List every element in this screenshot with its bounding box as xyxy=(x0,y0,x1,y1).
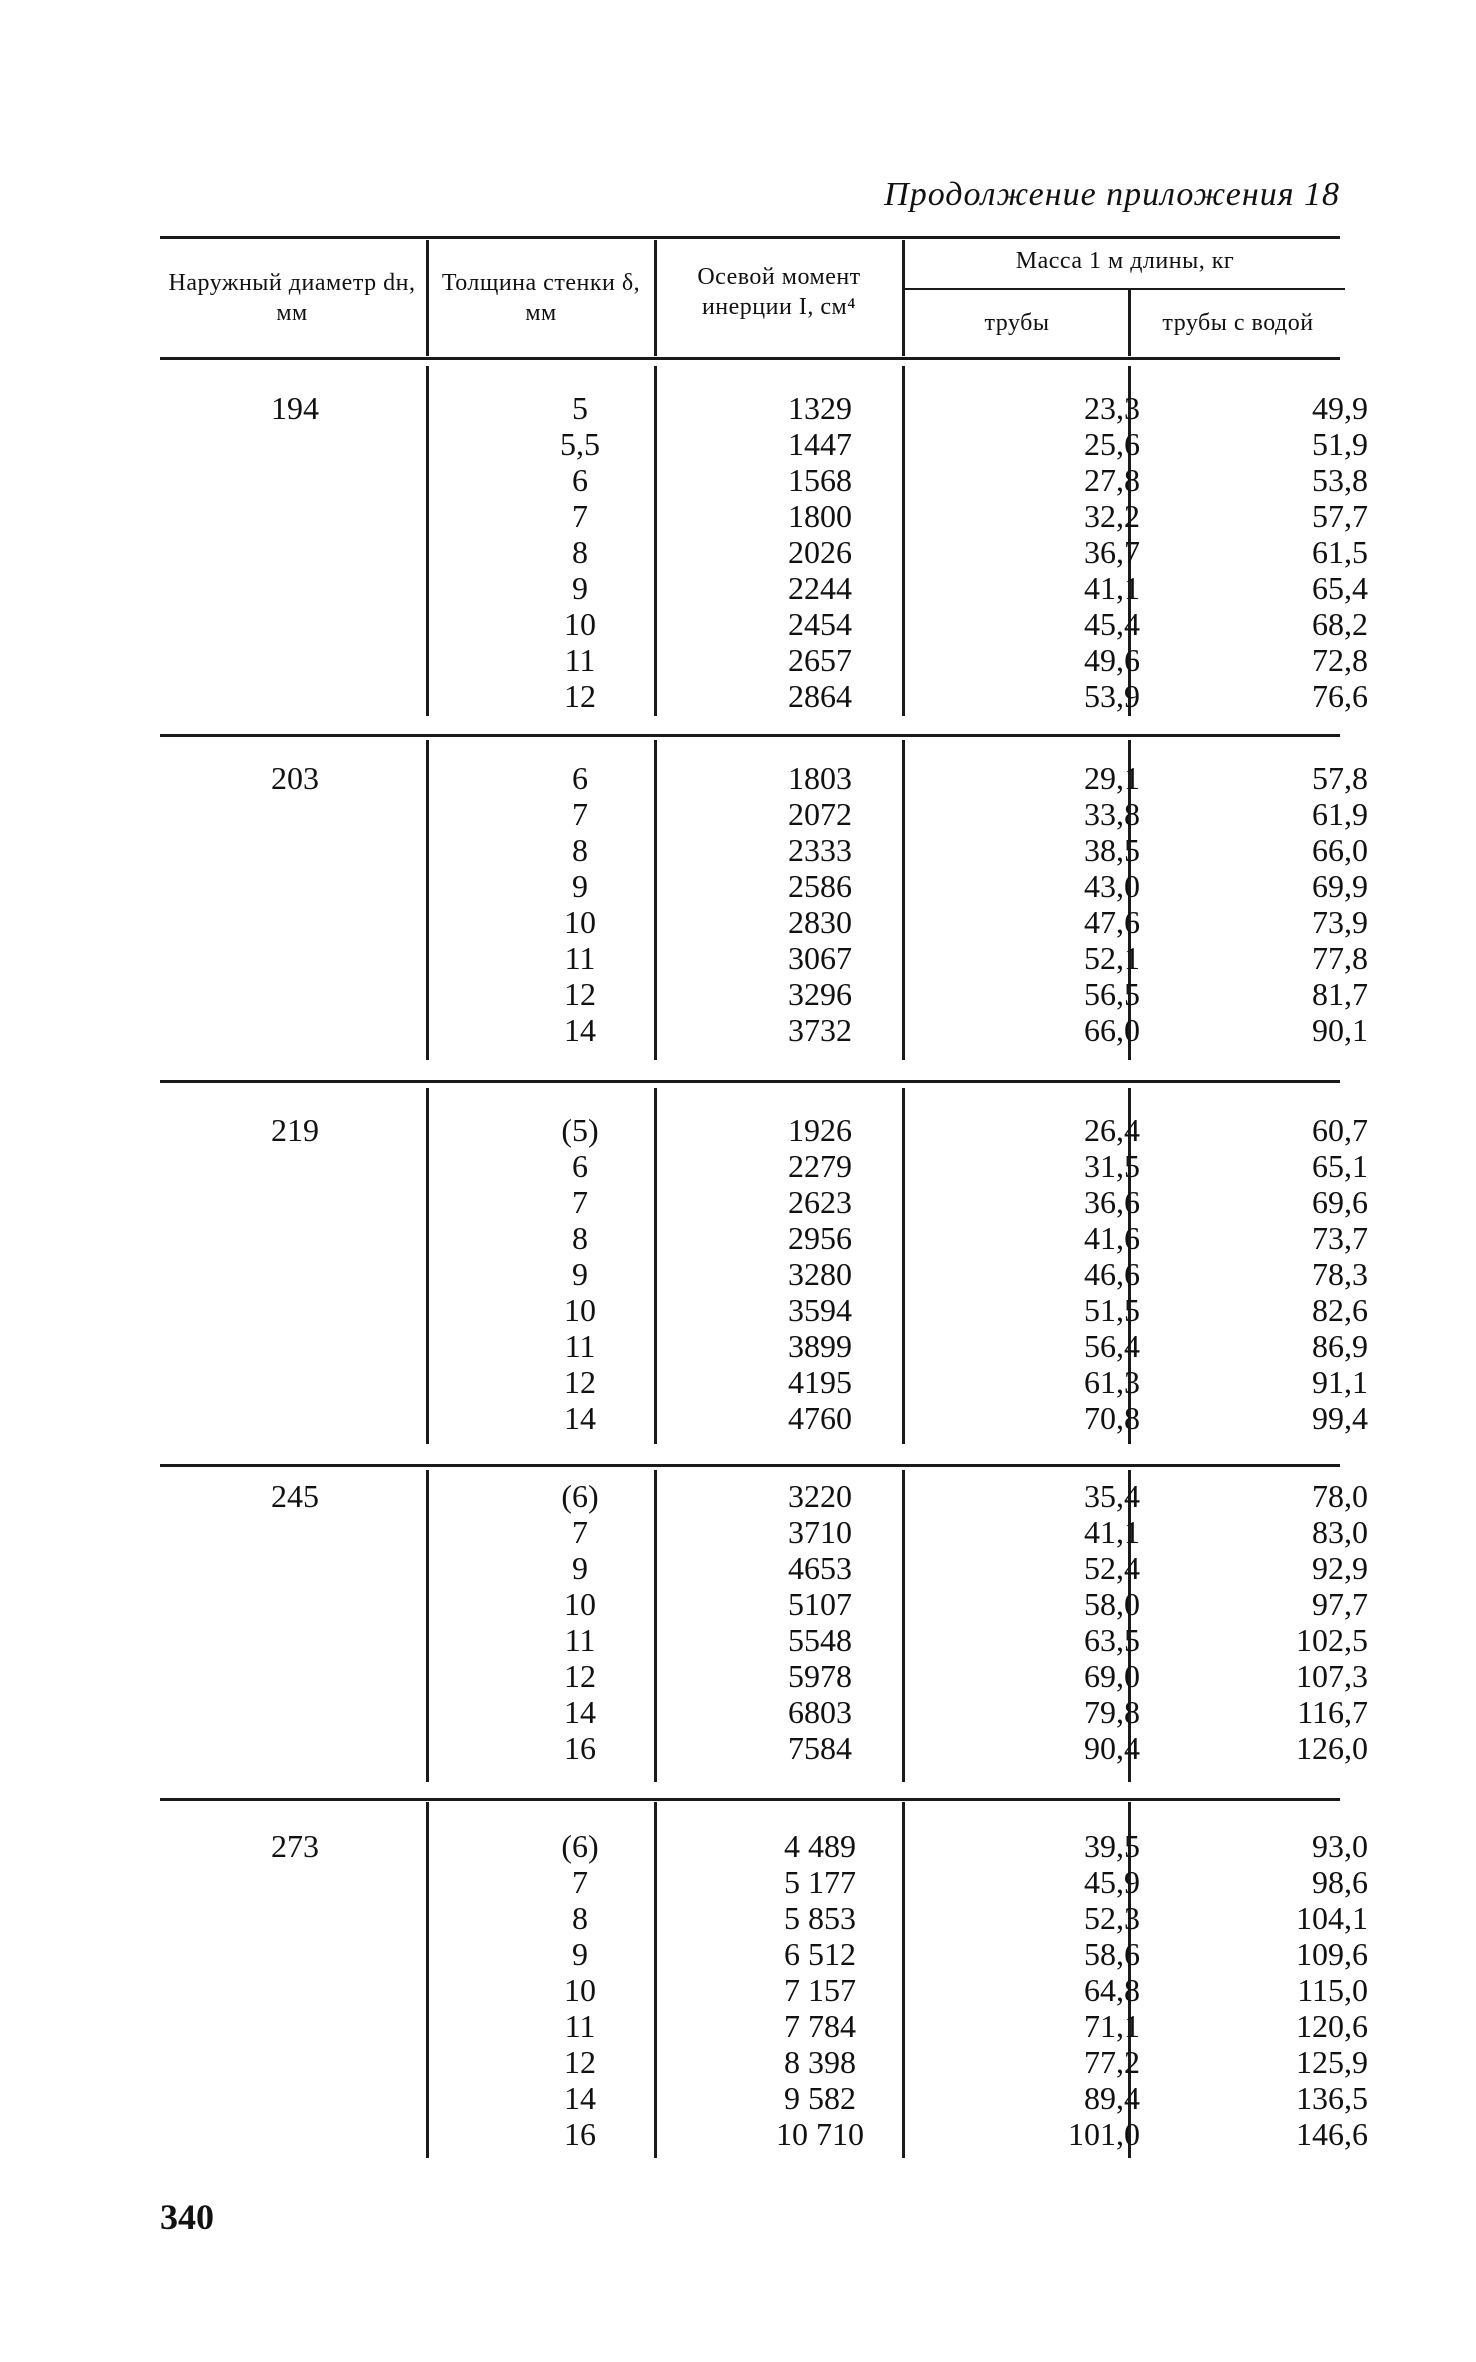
table-cell: 2586 xyxy=(788,868,852,904)
table-cell: 8 xyxy=(572,1900,588,1936)
table-cell: 11 xyxy=(564,940,596,976)
table-cell: 2623 xyxy=(788,1184,852,1220)
table-cell: 57,7 xyxy=(1312,498,1368,534)
table-cell: 11 xyxy=(564,642,596,678)
table-cell: 2830 xyxy=(788,904,852,940)
thickness-column xyxy=(460,1828,700,2152)
table-cell: 8 xyxy=(572,832,588,868)
table-cell: 2244 xyxy=(788,570,852,606)
table-cell: 12 xyxy=(564,678,596,714)
table-cell: 4653 xyxy=(788,1550,852,1586)
table-cell: 3296 xyxy=(788,976,852,1012)
page-caption: Продолжение приложения 18 xyxy=(884,176,1340,213)
table-cell: 3280 xyxy=(788,1256,852,1292)
table-cell: 125,9 xyxy=(1296,2044,1368,2080)
table-cell: 57,8 xyxy=(1312,760,1368,796)
table-cell: 41,1 xyxy=(1084,1514,1140,1550)
table-cell: 91,1 xyxy=(1312,1364,1368,1400)
table-cell: 116,7 xyxy=(1297,1694,1368,1730)
table-cell: 36,7 xyxy=(1084,534,1140,570)
table-cell: 70,8 xyxy=(1084,1400,1140,1436)
table-cell: 43,0 xyxy=(1084,868,1140,904)
table-cell: 61,3 xyxy=(1084,1364,1140,1400)
table-cell: 109,6 xyxy=(1296,1936,1368,1972)
table-cell: 1447 xyxy=(788,426,852,462)
table-cell: 8 398 xyxy=(784,2044,856,2080)
table-cell: 64,8 xyxy=(1084,1972,1140,2008)
table-cell: 52,1 xyxy=(1084,940,1140,976)
table-cell: 2956 xyxy=(788,1220,852,1256)
table-group-245 xyxy=(160,1478,1368,1788)
table-cell: (6) xyxy=(561,1478,599,1514)
table-cell: 3067 xyxy=(788,940,852,976)
table-cell: 60,7 xyxy=(1312,1112,1368,1148)
header-divider-1 xyxy=(426,240,429,356)
table-cell: 63,5 xyxy=(1084,1622,1140,1658)
table-cell: 93,0 xyxy=(1312,1828,1368,1864)
table-cell: 3594 xyxy=(788,1292,852,1328)
header-diameter: Наружный диаметр dн, мм xyxy=(168,270,416,326)
diameter-cell: 245 xyxy=(271,1478,319,1514)
table-cell: 25,6 xyxy=(1084,426,1140,462)
table-cell: 11 xyxy=(564,1622,596,1658)
thickness-column xyxy=(460,1478,700,1766)
table-cell: 78,3 xyxy=(1312,1256,1368,1292)
group-separator xyxy=(160,734,1340,737)
page-number: 340 xyxy=(160,2197,214,2237)
table-cell: 89,4 xyxy=(1084,2080,1140,2116)
table-cell: 9 582 xyxy=(784,2080,856,2116)
mass-subheader-rule xyxy=(905,288,1345,290)
table-cell: 4 489 xyxy=(784,1828,856,1864)
table-cell: 36,6 xyxy=(1084,1184,1140,1220)
table-cell: 6 xyxy=(572,462,588,498)
table-cell: 35,4 xyxy=(1084,1478,1140,1514)
table-cell: 33,8 xyxy=(1084,796,1140,832)
table-cell: 11 xyxy=(564,2008,596,2044)
table-cell: 101,0 xyxy=(1068,2116,1140,2152)
table-cell: 2072 xyxy=(788,796,852,832)
table-cell: 120,6 xyxy=(1296,2008,1368,2044)
table-cell: 41,6 xyxy=(1084,1220,1140,1256)
table-cell: 98,6 xyxy=(1312,1864,1368,1900)
table-cell: 77,2 xyxy=(1084,2044,1140,2080)
table-cell: 5978 xyxy=(788,1658,852,1694)
mass-pipe-column xyxy=(920,1828,1140,2152)
table-cell: 115,0 xyxy=(1297,1972,1368,2008)
table-top-rule xyxy=(160,236,1340,239)
mass-pipe-column xyxy=(920,1478,1140,1766)
thickness-column xyxy=(460,760,700,1048)
inertia-column xyxy=(700,1828,940,2152)
table-cell: 78,0 xyxy=(1312,1478,1368,1514)
table-cell: 3899 xyxy=(788,1328,852,1364)
table-cell: 12 xyxy=(564,1364,596,1400)
table-group-203 xyxy=(160,760,1368,1070)
table-cell: 68,2 xyxy=(1312,606,1368,642)
table-cell: 10 xyxy=(564,1292,596,1328)
table-cell: 23,3 xyxy=(1084,390,1140,426)
table-cell: 92,9 xyxy=(1312,1550,1368,1586)
table-cell: 7 xyxy=(572,1514,588,1550)
table-cell: 14 xyxy=(564,1694,596,1730)
table-cell: 7 784 xyxy=(784,2008,856,2044)
table-cell: 58,0 xyxy=(1084,1586,1140,1622)
table-cell: 26,4 xyxy=(1084,1112,1140,1148)
thickness-column xyxy=(460,390,700,714)
diameter-cell: 273 xyxy=(271,1828,319,1864)
table-cell: 12 xyxy=(564,2044,596,2080)
table-cell: 5107 xyxy=(788,1586,852,1622)
header-thickness: Толщина стенки δ, мм xyxy=(441,270,641,326)
table-cell: 104,1 xyxy=(1296,1900,1368,1936)
table-cell: 73,7 xyxy=(1312,1220,1368,1256)
table-cell: 27,8 xyxy=(1084,462,1140,498)
group-separator xyxy=(160,1798,1340,1801)
table-cell: 69,0 xyxy=(1084,1658,1140,1694)
table-cell: 77,8 xyxy=(1312,940,1368,976)
mass-pipe-water-column xyxy=(1150,760,1368,1048)
table-cell: 11 xyxy=(564,1328,596,1364)
table-cell: 7 xyxy=(572,1864,588,1900)
table-cell: 66,0 xyxy=(1084,1012,1140,1048)
table-cell: 1329 xyxy=(788,390,852,426)
table-cell: 39,5 xyxy=(1084,1828,1140,1864)
table-cell: 90,1 xyxy=(1312,1012,1368,1048)
table-cell: 47,6 xyxy=(1084,904,1140,940)
table-cell: (5) xyxy=(561,1112,599,1148)
mass-pipe-water-column xyxy=(1150,1828,1368,2152)
table-cell: 2026 xyxy=(788,534,852,570)
table-group-273 xyxy=(160,1828,1368,2178)
table-cell: 2454 xyxy=(788,606,852,642)
mass-pipe-water-column xyxy=(1150,390,1368,714)
table-cell: 7 xyxy=(572,498,588,534)
table-cell: 16 xyxy=(564,2116,596,2152)
table-cell: 7 xyxy=(572,796,588,832)
table-cell: 46,6 xyxy=(1084,1256,1140,1292)
table-cell: 61,9 xyxy=(1312,796,1368,832)
table-cell: 6 512 xyxy=(784,1936,856,1972)
table-cell: 1800 xyxy=(788,498,852,534)
table-cell: 9 xyxy=(572,1256,588,1292)
table-cell: 107,3 xyxy=(1296,1658,1368,1694)
table-cell: 6803 xyxy=(788,1694,852,1730)
table-cell: 38,5 xyxy=(1084,832,1140,868)
table-cell: 1926 xyxy=(788,1112,852,1148)
table-cell: 10 xyxy=(564,606,596,642)
table-cell: 45,9 xyxy=(1084,1864,1140,1900)
table-cell: 8 xyxy=(572,534,588,570)
table-cell: 31,5 xyxy=(1084,1148,1140,1184)
table-cell: 7584 xyxy=(788,1730,852,1766)
table-group-219 xyxy=(160,1112,1368,1462)
table-cell: 1803 xyxy=(788,760,852,796)
mass-pipe-column xyxy=(920,1112,1140,1436)
table-cell: 16 xyxy=(564,1730,596,1766)
table-cell: 5 xyxy=(572,390,588,426)
table-cell: 3732 xyxy=(788,1012,852,1048)
table-cell: 2864 xyxy=(788,678,852,714)
header-divider-2 xyxy=(654,240,657,356)
table-cell: 51,9 xyxy=(1312,426,1368,462)
table-cell: 32,2 xyxy=(1084,498,1140,534)
table-cell: 76,6 xyxy=(1312,678,1368,714)
table-cell: 45,4 xyxy=(1084,606,1140,642)
table-cell: 7 xyxy=(572,1184,588,1220)
table-cell: 65,4 xyxy=(1312,570,1368,606)
table-cell: 5 177 xyxy=(784,1864,856,1900)
header-divider-4 xyxy=(1128,290,1131,356)
table-cell: 53,8 xyxy=(1312,462,1368,498)
table-cell: 10 xyxy=(564,1972,596,2008)
table-group-194 xyxy=(160,390,1368,738)
thickness-column xyxy=(460,1112,700,1436)
diameter-cell: 203 xyxy=(271,760,319,796)
header-bottom-rule xyxy=(160,357,1340,360)
table-cell: 14 xyxy=(564,2080,596,2116)
table-cell: 71,1 xyxy=(1084,2008,1140,2044)
table-cell: 49,6 xyxy=(1084,642,1140,678)
group-separator xyxy=(160,1464,1340,1467)
table-cell: 97,7 xyxy=(1312,1586,1368,1622)
table-cell: 4195 xyxy=(788,1364,852,1400)
header-inertia: Осевой момент инерции I, см⁴ xyxy=(697,264,861,320)
header-mass-pipe-water: трубы с водой xyxy=(1162,310,1314,336)
table-cell: 56,4 xyxy=(1084,1328,1140,1364)
table-cell: 3710 xyxy=(788,1514,852,1550)
table-cell: 86,9 xyxy=(1312,1328,1368,1364)
mass-pipe-water-column xyxy=(1150,1478,1368,1766)
table-cell: 58,6 xyxy=(1084,1936,1140,1972)
table-cell: (6) xyxy=(561,1828,599,1864)
table-cell: 53,9 xyxy=(1084,678,1140,714)
table-cell: 9 xyxy=(572,868,588,904)
header-divider-3 xyxy=(902,240,905,356)
table-cell: 9 xyxy=(572,570,588,606)
group-separator xyxy=(160,1080,1340,1083)
table-cell: 9 xyxy=(572,1936,588,1972)
table-cell: 56,5 xyxy=(1084,976,1140,1012)
table-cell: 41,1 xyxy=(1084,570,1140,606)
header-mass: Масса 1 м длины, кг xyxy=(1015,248,1235,274)
table-cell: 79,8 xyxy=(1084,1694,1140,1730)
table-cell: 9 xyxy=(572,1550,588,1586)
mass-pipe-column xyxy=(920,760,1140,1048)
column-divider xyxy=(426,1470,429,1782)
table-cell: 29,1 xyxy=(1084,760,1140,796)
table-cell: 49,9 xyxy=(1312,390,1368,426)
table-cell: 66,0 xyxy=(1312,832,1368,868)
table-cell: 136,5 xyxy=(1296,2080,1368,2116)
table-cell: 99,4 xyxy=(1312,1400,1368,1436)
mass-pipe-water-column xyxy=(1150,1112,1368,1436)
table-cell: 102,5 xyxy=(1296,1622,1368,1658)
table-cell: 14 xyxy=(564,1400,596,1436)
table-cell: 10 xyxy=(564,1586,596,1622)
table-cell: 6 xyxy=(572,1148,588,1184)
inertia-column xyxy=(700,1112,940,1436)
table-cell: 12 xyxy=(564,976,596,1012)
table-cell: 51,5 xyxy=(1084,1292,1140,1328)
table-cell: 5548 xyxy=(788,1622,852,1658)
table-cell: 82,6 xyxy=(1312,1292,1368,1328)
table-cell: 6 xyxy=(572,760,588,796)
table-cell: 61,5 xyxy=(1312,534,1368,570)
inertia-column xyxy=(700,390,940,714)
table-cell: 52,4 xyxy=(1084,1550,1140,1586)
table-cell: 14 xyxy=(564,1012,596,1048)
table-cell: 2657 xyxy=(788,642,852,678)
table-cell: 3220 xyxy=(788,1478,852,1514)
diameter-cell: 194 xyxy=(271,390,319,426)
inertia-column xyxy=(700,1478,940,1766)
table-cell: 69,9 xyxy=(1312,868,1368,904)
table-cell: 73,9 xyxy=(1312,904,1368,940)
table-cell: 90,4 xyxy=(1084,1730,1140,1766)
table-cell: 1568 xyxy=(788,462,852,498)
header-mass-pipe: трубы xyxy=(984,310,1050,336)
mass-pipe-column xyxy=(920,390,1140,714)
table-cell: 81,7 xyxy=(1312,976,1368,1012)
table-cell: 65,1 xyxy=(1312,1148,1368,1184)
table-cell: 10 710 xyxy=(776,2116,864,2152)
table-cell: 12 xyxy=(564,1658,596,1694)
table-cell: 69,6 xyxy=(1312,1184,1368,1220)
table-cell: 83,0 xyxy=(1312,1514,1368,1550)
table-cell: 2333 xyxy=(788,832,852,868)
table-cell: 4760 xyxy=(788,1400,852,1436)
table-cell: 72,8 xyxy=(1312,642,1368,678)
table-cell: 8 xyxy=(572,1220,588,1256)
table-cell: 146,6 xyxy=(1296,2116,1368,2152)
table-cell: 5 853 xyxy=(784,1900,856,1936)
table-cell: 5,5 xyxy=(560,426,600,462)
table-cell: 52,3 xyxy=(1084,1900,1140,1936)
table-cell: 7 157 xyxy=(784,1972,856,2008)
table-cell: 126,0 xyxy=(1296,1730,1368,1766)
diameter-cell: 219 xyxy=(271,1112,319,1148)
inertia-column xyxy=(700,760,940,1048)
table-cell: 2279 xyxy=(788,1148,852,1184)
table-cell: 10 xyxy=(564,904,596,940)
